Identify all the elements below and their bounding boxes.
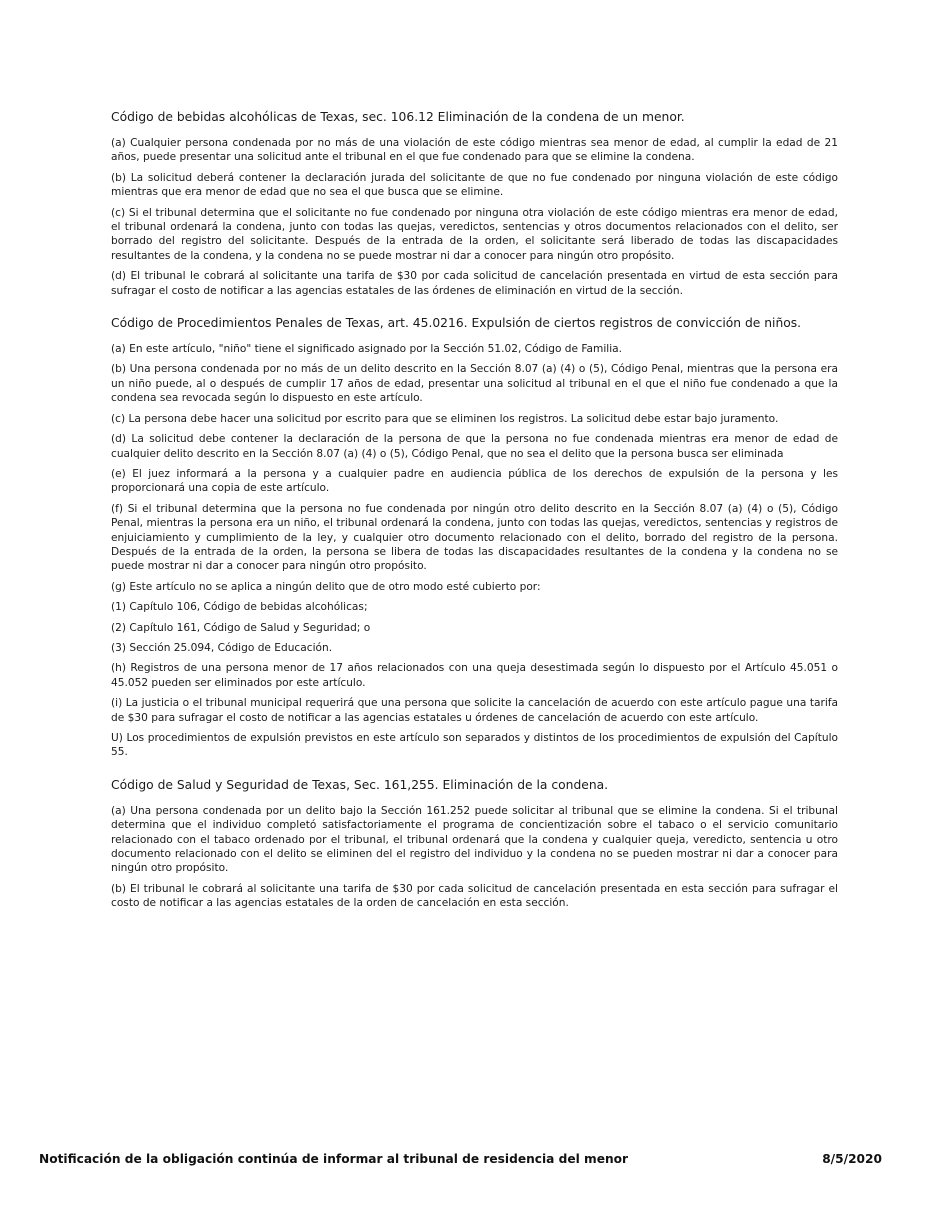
paragraph: (2) Capítulo 161, Código de Salud y Seguridad; o [111, 621, 371, 634]
paragraph: U) Los procedimientos de expulsión previstos en este artículo son separados y distintos de los procedimientos de expulsión del Capítulo 55. [111, 732, 838, 759]
paragraph: (h) Registros de una persona menor de 17 años relacionados con una queja desestimada según lo dispuesto por el Artículo 45.051 o 45.052 pueden ser eliminados por este artículo. [111, 662, 838, 689]
paragraph: (d) El tribunal le cobrará al solicitante una tarifa de $30 por cada solicitud de cancelación presentada en virtud de esta sección para sufragar el costo de notificar a las agencias estatales de las órdenes de eliminación en virtud de la sección. [111, 270, 838, 297]
paragraph: (a) Una persona condenada por un delito bajo la Sección 161.252 puede solicitar al tribunal que se elimine la condena. Si el tribunal determina que el individuo completó satisfactoriamente el programa de concientización sobre el tabaco o el servicio comunitario relacionado con el tabaco ordenado por el tribunal, el tribunal ordenará que la condena y cualquier queja, veredicto, sentencia u otro documento relacionado con el delito se eliminen del el registro del individuo y la condena no se pueden mostrar ni dar a conocer para ningún otro propósito. [111, 804, 838, 875]
document-body [111, 109, 838, 928]
paragraph: (c) Si el tribunal determina que el solicitante no fue condenado por ninguna otra violación de este código mientras era menor de edad, el tribunal ordenará la condena, junto con todas las quejas, veredictos, sentencias y otros documentos relacionados con el delito, ser borrado del registro del solicitante. Después de la entrada de la orden, el solicitante será liberado de todas las discapacidades resultantes de la condena, y la condena no se puede mostrar ni dar a conocer para ningún otro propósito. [111, 206, 838, 262]
paragraph: (3) Sección 25.094, Código de Educación. [111, 641, 333, 654]
section-title: Código de Salud y Seguridad de Texas, Sec. 161,255. Eliminación de la condena. [111, 777, 609, 792]
footer-title: Notificación de la obligación continúa de informar al tribunal de residencia del menor [39, 1152, 629, 1166]
footer-date: 8/5/2020 [822, 1152, 882, 1166]
section-alcoholic-beverage-code [111, 109, 838, 298]
paragraph: (b) Una persona condenada por no más de un delito descrito en la Sección 8.07 (a) (4) o (5), Código Penal, mientras que la persona era un niño puede, al o después de cumplir 17 años de edad, presentar una solicitud al tribunal en el que el niño fue condenado a que la condena sea revocada según lo dispuesto en este artículo. [111, 363, 838, 405]
section-title: Código de Procedimientos Penales de Texas, art. 45.0216. Expulsión de ciertos registros de convicción de niños. [111, 316, 802, 331]
paragraph: (i) La justicia o el tribunal municipal requerirá que una persona que solicite la cancelación de acuerdo con este artículo pague una tarifa de $30 para sufragar el costo de notificar a las agencias estatales u órdenes de cancelación de acuerdo con este artículo. [111, 697, 838, 724]
paragraph: (e) El juez informará a la persona y a cualquier padre en audiencia pública de los derechos de expulsión de la persona y les proporcionará una copia de este artículo. [111, 467, 838, 495]
section-title: Código de bebidas alcohólicas de Texas, sec. 106.12 Eliminación de la condena de un menor. [111, 110, 685, 124]
paragraph: (b) El tribunal le cobrará al solicitante una tarifa de $30 por cada solicitud de cancelación presentada en esta sección para sufragar el costo de notificar a las agencias estatales de la orden de cancelación en esta sección. [111, 882, 838, 910]
paragraph: (a) En este artículo, "niño" tiene el significado asignado por la Sección 51.02, Código de Familia. [111, 343, 623, 356]
paragraph: (c) La persona debe hacer una solicitud por escrito para que se eliminen los registros. La solicitud debe estar bajo juramento. [111, 412, 779, 425]
paragraph: (a) Cualquier persona condenada por no más de una violación de este código mientras sea menor de edad, al cumplir la edad de 21 años, puede presentar una solicitud ante el tribunal en el que fue condenado para que se elimine la condena. [111, 137, 838, 164]
page-footer [39, 1152, 882, 1166]
section-health-safety-code [111, 777, 838, 911]
paragraph: (1) Capítulo 106, Código de bebidas alcohólicas; [111, 601, 368, 614]
paragraph: (f) Si el tribunal determina que la persona no fue condenada por ningún otro delito descrito en la Sección 8.07 (a) (4) o (5), Código Penal, mientras la persona era un niño, el tribunal ordenará la condena, junto con todas las quejas, veredictos, sentencias y registros de enjuiciamiento y cumplimiento de la ley, y cualquier otro documento relacionado con el delito, borrado del registro de la persona. Después de la entrada de la orden, la persona se libera de todas las discapacidades resultantes de la condena y la condena no se puede mostrar ni dar a conocer para ningún otro propósito. [111, 502, 838, 573]
section-criminal-procedure-code [111, 315, 838, 760]
paragraph: (b) La solicitud deberá contener la declaración jurada del solicitante de que no fue condenado por ninguna violación de este código mientras que era menor de edad que no sea el que busca que se elimine. [111, 171, 838, 199]
paragraph: (d) La solicitud debe contener la declaración de la persona de que la persona no fue condenada mientras era menor de edad de cualquier delito descrito en la Sección 8.07 (a) (4) o (5), Código Penal, que no sea el delito que la persona busca ser eliminada [111, 433, 838, 460]
paragraph: (g) Este artículo no se aplica a ningún delito que de otro modo esté cubierto por: [111, 580, 541, 593]
